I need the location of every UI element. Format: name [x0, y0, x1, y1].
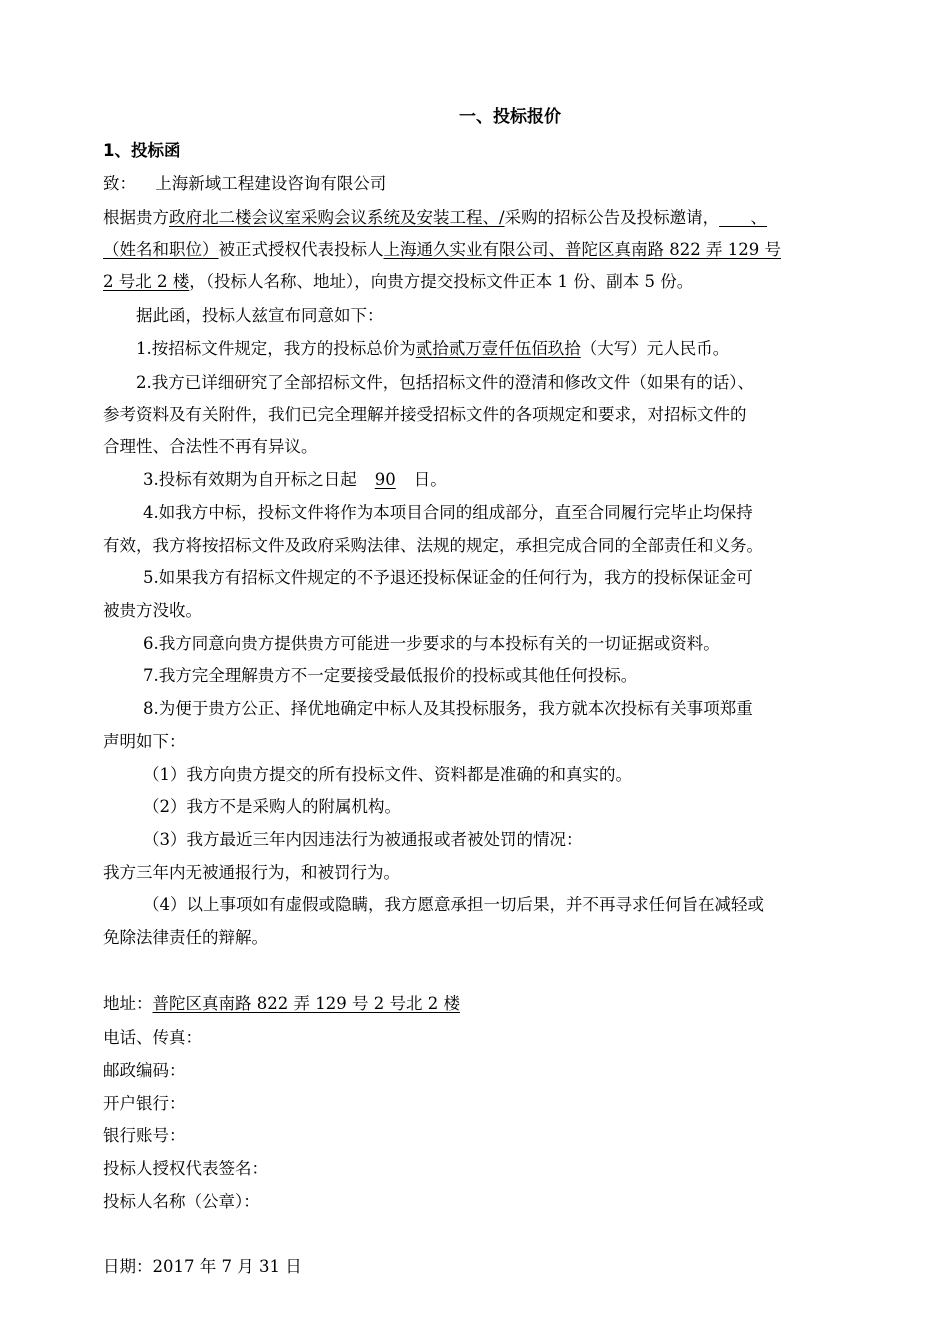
item-2-line-2: 参考资料及有关附件，我们已完全理解并接受招标文件的各项规定和要求，对招标文件的: [103, 405, 747, 424]
phone-fax-line: 电话、传真：: [103, 1028, 202, 1047]
intro-authorized: 被正式授权代表投标人: [218, 240, 384, 259]
item-3: [143, 469, 447, 491]
declaration-line: 据此函，投标人兹宣布同意如下：: [136, 306, 384, 325]
validity-days: 90: [374, 470, 396, 489]
item-8-line-2: 声明如下：: [103, 732, 186, 751]
statement-3: （3）我方最近三年内因违法行为被通报或者被处罚的情况：: [143, 830, 583, 849]
item-1: [136, 338, 729, 360]
item-5-line-1: 5.如果我方有招标文件规定的不予退还投标保证金的任何行为，我方的投标保证金可: [143, 568, 753, 587]
intro-line-1: [103, 207, 775, 229]
statement-3-answer: 我方三年内无被通报行为，和被罚行为。: [103, 863, 400, 882]
item-4-line-2: 有效，我方将按招标文件及政府采购法律、法规的规定，承担完成合同的全部责任和义务。: [103, 536, 763, 555]
total-price-words: 贰拾贰万壹仟伍佰玖拾: [415, 339, 581, 358]
address-label: 地址：: [103, 994, 153, 1013]
intro-suffix: 采购的招标公告及投标邀请，: [504, 208, 720, 227]
item-4-line-1: 4.如我方中标，投标文件将作为本项目合同的组成部分，直至合同履行完毕止均保持: [143, 503, 753, 522]
postcode-line: 邮政编码：: [103, 1061, 186, 1080]
item-8-line-1: 8.为便于贵方公正、择优地确定中标人及其投标服务，我方就本次投标有关事项郑重: [143, 699, 753, 718]
addressee-line: [103, 173, 386, 195]
statement-1: （1）我方向贵方提交的所有投标文件、资料都是准确的和真实的。: [143, 765, 632, 784]
item-1-text: 1.按招标文件规定，我方的投标总价为: [136, 339, 416, 358]
addressee-label: 致：: [103, 174, 136, 193]
address-value: 普陀区真南路 822 弄 129 号 2 号北 2 楼: [152, 994, 460, 1013]
section-heading: 1、投标函: [103, 141, 181, 160]
item-7: 7.我方完全理解贵方不一定要接受最低报价的投标或其他任何投标。: [143, 666, 638, 685]
statement-4-line-1: （4）以上事项如有虚假或隐瞒，我方愿意承担一切后果，并不再寻求任何旨在减轻或: [143, 895, 764, 914]
signature-line: 投标人授权代表签名：: [103, 1159, 268, 1178]
item-1-suffix: （大写）元人民币。: [580, 339, 730, 358]
intro-line-2: [103, 239, 781, 261]
item-6: 6.我方同意向贵方提供贵方可能进一步要求的与本投标有关的一切证据或资料。: [143, 634, 720, 653]
seal-line: 投标人名称（公章）：: [103, 1192, 260, 1211]
page-title: 一、投标报价: [459, 107, 561, 127]
item-2-line-3: 合理性、合法性不再有异议。: [103, 437, 318, 456]
item-3-suffix: 日。: [413, 470, 447, 489]
intro-line-3: [103, 271, 693, 293]
addressee-name: 上海新域工程建设咨询有限公司: [155, 174, 387, 193]
item-2-line-1: 2.我方已详细研究了全部招标文件，包括招标文件的澄清和修改文件（如果有的话）、: [136, 373, 754, 392]
project-name: 政府北二楼会议室采购会议系统及安装工程、/: [169, 208, 505, 227]
address-line: [103, 993, 460, 1015]
bank-line: 开户银行：: [103, 1094, 186, 1113]
date-line: 日期：2017 年 7 月 31 日: [103, 1257, 302, 1276]
name-position-field: （姓名和职位）: [103, 240, 219, 259]
statement-2: （2）我方不是采购人的附属机构。: [143, 797, 401, 816]
item-3-text: 3.投标有效期为自开标之日起: [143, 470, 357, 489]
intro-submission: ，（投标人名称、地址），向贵方提交投标文件正本 1 份、副本 5 份。: [189, 272, 694, 291]
representative-blank: 、: [719, 208, 768, 227]
bidder-address-cont: 2 号北 2 楼: [103, 272, 190, 291]
bidder-name-address: 上海通久实业有限公司、普陀区真南路 822 弄 129 号: [383, 240, 781, 259]
intro-prefix: 根据贵方: [103, 208, 169, 227]
account-line: 银行账号：: [103, 1126, 186, 1145]
item-5-line-2: 被贵方没收。: [103, 601, 202, 620]
statement-4-line-2: 免除法律责任的辩解。: [103, 928, 268, 947]
